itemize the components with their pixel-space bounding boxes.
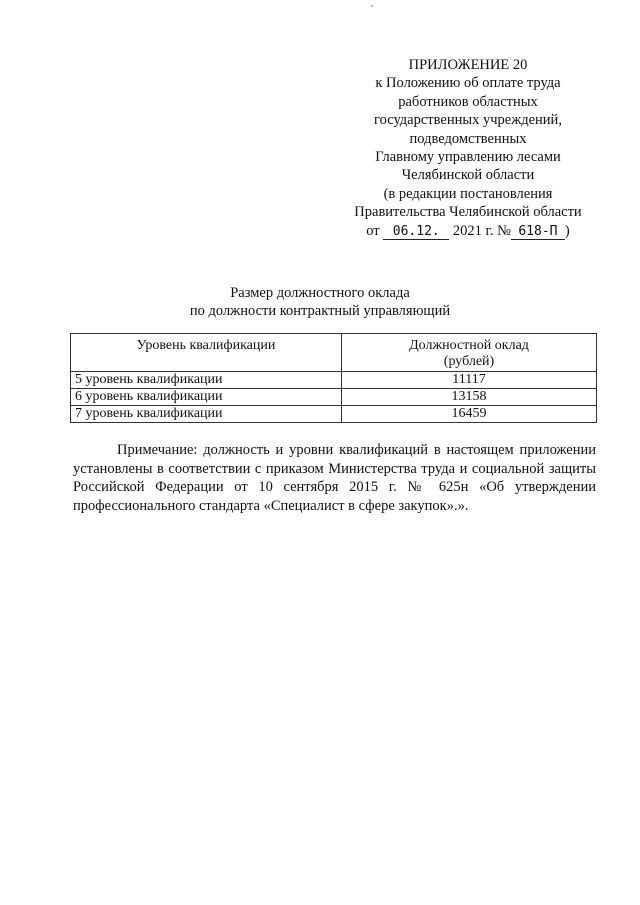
amount-cell: 16459 bbox=[342, 406, 597, 423]
appendix-line: Главному управлению лесами bbox=[375, 149, 561, 166]
header-salary-label: Должностной оклад bbox=[409, 338, 529, 353]
header-level bbox=[71, 334, 342, 372]
appendix-line: к Положению об оплате труда bbox=[375, 75, 561, 92]
appendix-line: подведомственных bbox=[409, 130, 527, 147]
table-header-row bbox=[71, 334, 597, 372]
level-cell: 6 уровень квалификации bbox=[71, 389, 342, 406]
header-salary bbox=[342, 334, 597, 372]
level-cell: 7 уровень квалификации bbox=[71, 406, 342, 423]
appendix-date-line bbox=[348, 222, 588, 240]
table-title bbox=[0, 285, 640, 320]
table-row bbox=[71, 389, 597, 406]
level-cell: 5 уровень квалификации bbox=[71, 372, 342, 389]
appendix-title: ПРИЛОЖЕНИЕ 20 bbox=[408, 57, 528, 73]
table-row bbox=[71, 406, 597, 423]
date-suffix: ) bbox=[564, 222, 570, 239]
header-level-label: Уровень квалификации bbox=[136, 338, 276, 353]
scan-speck bbox=[371, 5, 373, 7]
appendix-line: (в редакции постановления bbox=[383, 185, 553, 202]
appendix-line: работников областных bbox=[398, 93, 538, 110]
appendix-line: Правительства Челябинской области bbox=[354, 204, 582, 221]
appendix-line: Челябинской области bbox=[401, 167, 535, 184]
amount-cell: 13158 bbox=[342, 389, 597, 406]
amount-cell: 11117 bbox=[342, 372, 597, 389]
title-line-2: по должности контрактный управляющий bbox=[189, 302, 451, 319]
note-paragraph: Примечание: должность и уровни квалификаций в настоящем приложении установлены в соответствии с приказом Министерства труда и социальной защиты Российской Федерации от 10 сентября 2015 г. № 625н «Об утверждении профессионального стандарта «Специалист в сфере закупок».». bbox=[73, 442, 596, 514]
resolution-number: 618-П bbox=[511, 224, 565, 240]
table-row bbox=[71, 372, 597, 389]
header-salary-unit: (рублей) bbox=[443, 354, 495, 369]
date-value: 06.12. bbox=[383, 224, 449, 240]
appendix-header bbox=[348, 56, 588, 240]
date-year: 2021 г. № bbox=[452, 222, 511, 239]
salary-table bbox=[70, 333, 597, 423]
date-prefix: от bbox=[366, 222, 380, 239]
title-line-1: Размер должностного оклада bbox=[230, 285, 410, 301]
appendix-line: государственных учреждений, bbox=[374, 112, 562, 129]
